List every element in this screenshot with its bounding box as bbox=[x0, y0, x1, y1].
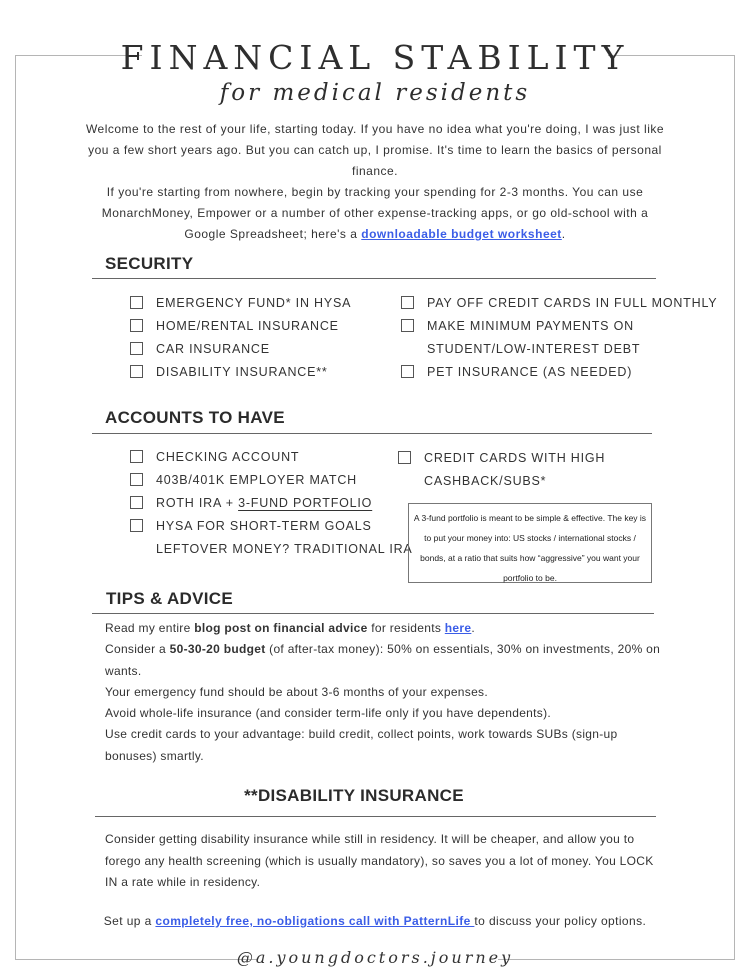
checkbox[interactable] bbox=[130, 473, 143, 486]
tip-text: . bbox=[471, 621, 475, 635]
tip-text: Consider a bbox=[105, 642, 170, 657]
checklist-item-label: DISABILITY INSURANCE** bbox=[156, 365, 328, 379]
page-subtitle: for medical residents bbox=[219, 80, 531, 106]
checklist-item bbox=[130, 361, 351, 384]
checkbox[interactable] bbox=[130, 319, 143, 332]
tip-line: Your emergency fund should be about 3-6 months of your expenses. bbox=[105, 684, 488, 699]
checklist-item-label: PAY OFF CREDIT CARDS IN FULL MONTHLY bbox=[427, 296, 718, 310]
checklist-item bbox=[401, 292, 717, 315]
blog-post-link[interactable]: here bbox=[444, 621, 472, 635]
intro-paragraph-2 bbox=[80, 182, 670, 245]
checkbox[interactable] bbox=[130, 342, 143, 355]
tip-bold-text: 50-30-20 budget bbox=[169, 642, 266, 657]
checklist-item bbox=[130, 446, 413, 469]
checklist-item-label: EMERGENCY FUND* IN HYSA bbox=[156, 296, 352, 310]
checklist-item bbox=[130, 492, 413, 515]
checkbox[interactable] bbox=[401, 365, 414, 378]
tip-text: (of after-tax money): 50% on essentials, 30% on investments, 20% on wants. bbox=[105, 642, 661, 678]
disability-divider bbox=[95, 816, 656, 817]
checklist-item bbox=[130, 515, 413, 538]
tip-line: Use credit cards to your advantage: build credit, collect points, work towards SUBs (sign-up bonuses) smartly. bbox=[105, 727, 618, 763]
footer-handle: @a.youngdoctors.journey bbox=[236, 948, 514, 967]
checkbox[interactable] bbox=[401, 296, 414, 309]
checkbox[interactable] bbox=[398, 451, 411, 464]
callout-text: Set up a bbox=[103, 914, 156, 928]
checklist-item-label: CAR INSURANCE bbox=[156, 342, 270, 356]
three-fund-portfolio-link[interactable]: 3-FUND PORTFOLIO bbox=[238, 496, 373, 510]
tips-heading: TIPS & ADVICE bbox=[106, 589, 234, 608]
checklist-item bbox=[130, 292, 351, 315]
checkbox[interactable] bbox=[130, 496, 143, 509]
callout-text: to discuss your policy options. bbox=[474, 914, 647, 928]
tip-line bbox=[105, 639, 665, 682]
tips-list bbox=[105, 618, 665, 767]
checklist-note: LEFTOVER MONEY? TRADITIONAL IRA bbox=[156, 542, 413, 556]
tip-text: Read my entire bbox=[105, 621, 195, 635]
intro-paragraph-2-end: . bbox=[561, 227, 566, 241]
three-fund-portfolio-note: A 3-fund portfolio is meant to be simple & effective. The key is to put your money into: US stocks / international stocks / bonds, at a ratio that suits how “aggressive” you want your portfolio to be. bbox=[408, 503, 652, 583]
checkbox[interactable] bbox=[130, 365, 143, 378]
checklist-item-label: CREDIT CARDS WITH HIGH bbox=[424, 451, 606, 465]
checkbox[interactable] bbox=[401, 319, 414, 332]
page-title: FINANCIAL STABILITY bbox=[120, 38, 630, 77]
checkbox[interactable] bbox=[130, 450, 143, 463]
checklist-item bbox=[130, 315, 351, 338]
tip-line bbox=[105, 618, 665, 639]
patternlife-call-link[interactable]: completely free, no-obligations call with PatternLife bbox=[155, 914, 475, 928]
checklist-item-label: CHECKING ACCOUNT bbox=[156, 450, 300, 464]
tips-divider bbox=[92, 613, 654, 614]
disability-paragraph: Consider getting disability insurance while still in residency. It will be cheaper, and allow you to forego any health screening (which is usually mandatory), so saves you a lot of money. You LOCK IN a rate while in residency. bbox=[105, 832, 654, 889]
checkbox[interactable] bbox=[130, 519, 143, 532]
patternlife-callout bbox=[0, 914, 750, 928]
checklist-item bbox=[130, 469, 413, 492]
checklist-item-label: HYSA FOR SHORT-TERM GOALS bbox=[156, 519, 372, 533]
checklist-item-label: 403B/401K EMPLOYER MATCH bbox=[156, 473, 357, 487]
checklist-item bbox=[130, 338, 351, 361]
checklist-item bbox=[401, 315, 717, 338]
checklist-item bbox=[401, 361, 717, 384]
checklist-item-label: MAKE MINIMUM PAYMENTS ON bbox=[427, 319, 634, 333]
accounts-checklist-left bbox=[130, 446, 413, 561]
checklist-item-continuation: CASHBACK/SUBS* bbox=[424, 474, 547, 488]
security-checklist-left bbox=[130, 292, 351, 384]
tip-text: for residents bbox=[367, 621, 445, 635]
intro-paragraph-2-text: If you're starting from nowhere, begin by tracking your spending for 2-3 months. You can use MonarchMoney, Empower or a number of other expense-tracking apps, or go old-school with a Google Spreadsheet; here's a bbox=[101, 185, 649, 241]
security-checklist-right bbox=[401, 292, 717, 384]
budget-worksheet-link[interactable]: downloadable budget worksheet bbox=[361, 227, 562, 241]
accounts-divider bbox=[92, 433, 652, 434]
disability-heading: **DISABILITY INSURANCE bbox=[244, 786, 464, 805]
checklist-item-label: PET INSURANCE (AS NEEDED) bbox=[427, 365, 633, 379]
tip-line: Avoid whole-life insurance (and consider term-life only if you have dependents). bbox=[105, 706, 552, 721]
intro-paragraph-1: Welcome to the rest of your life, starting today. If you have no idea what you're doing, I was just like you a few short years ago. But you can catch up, I promise. It's time to learn the basics of personal finance. bbox=[85, 122, 665, 178]
security-divider bbox=[92, 278, 656, 279]
security-heading: SECURITY bbox=[105, 254, 194, 273]
tip-bold-text: blog post on financial advice bbox=[194, 621, 368, 635]
accounts-checklist-right bbox=[398, 447, 605, 493]
accounts-heading: ACCOUNTS TO HAVE bbox=[105, 408, 285, 427]
checklist-item-label: HOME/RENTAL INSURANCE bbox=[156, 319, 339, 333]
checklist-item-continuation: STUDENT/LOW-INTEREST DEBT bbox=[427, 342, 641, 356]
checklist-item bbox=[398, 447, 605, 470]
checkbox[interactable] bbox=[130, 296, 143, 309]
checklist-item-label: ROTH IRA + bbox=[156, 496, 239, 510]
